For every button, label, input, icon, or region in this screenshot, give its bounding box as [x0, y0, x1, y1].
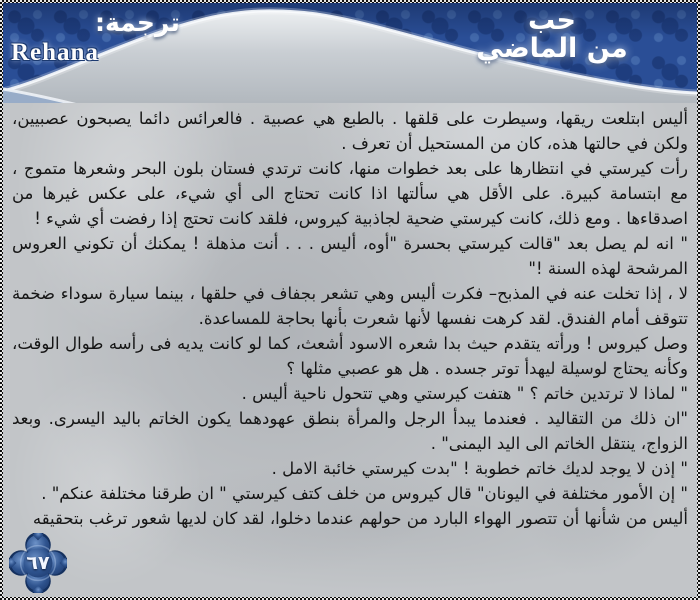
paragraph: أليس من شأنها أن تتصور الهواء البارد من حولهم عندما دخلوا، لقد كان لديها شعور ترغب بتحقيقه: [32, 509, 688, 528]
book-title-line1: حب: [527, 5, 577, 36]
paragraph: رأت كيرستي في انتظارها على بعد خطوات منها، كانت ترتدي فستان بلون البحر وشعرها متموج ، مع ابتسامة كبيرة. على الأقل هي سألتها اذا كانت تحتاج الى أي شيء، على عكس غيرها من اصدقاءها . ومع ذلك، كانت كيرستي ضحية لجاذبية كيروس، فلقد كانت تحتج إذا رفضت أي شيء !: [12, 159, 688, 228]
paragraph: " انه لم يصل بعد "قالت كيرستي بحسرة "أوه، أليس . . . أنت مذهلة ! يمكنك أن تكوني العروس المرشحة لهذه السنة !": [12, 234, 688, 278]
book-page: [3, 3, 697, 597]
paragraph: وصل كيروس ! ورأته يتقدم حيث بدا شعره الاسود أشعث، كما لو كانت يديه فى رأسه طوال الوقت، وكأنه يحتاج لوسيلة ليهدأ توتر جسده . هل هو عصبي مثلها ؟: [12, 334, 688, 378]
page-number: ٦٧: [26, 552, 50, 574]
translation-label: ترجمة:: [95, 8, 180, 37]
story-text: [3, 103, 697, 597]
paragraph: " لماذا لا ترتدين خاتم ؟ " هتفت كيرستي وهي تتحول ناحية أليس .: [241, 384, 688, 403]
paragraph: " إن الأمور مختلفة في اليونان" قال كيروس من خلف كتف كيرستي " ان طرقنا مختلفة عنكم" .: [41, 484, 688, 503]
paragraph: لا ، إذا تخلت عنه في المذبح– فكرت أليس وهي تشعر بجفاف في حلقها ، بينما سيارة سوداء ضخمة تتوقف أمام الفندق. لقد كرهت نفسها لأنها شعرت بأنها بحاجة للمساعدة.: [12, 284, 688, 328]
paragraph: " إذن لا يوجد لديك خاتم خطوبة ! "بدت كيرستي خائبة الامل .: [271, 459, 688, 478]
paragraph: أليس ابتلعت ريقها، وسيطرت على قلقها . بالطبع هي عصبية . فالعرائس دائما يصبحون عصبيين، ولكن في حالتها هذه، كان من المستحيل أن تعرف .: [12, 109, 688, 153]
page-number-badge: [9, 533, 67, 593]
paragraph: "ان ذلك من التقاليد . فعندما يبدأ الرجل والمرأة بنطق عهودهما يكون الخاتم باليد اليسرى. وبعد الزواج، ينتقل الخاتم الى اليد اليمنى" .: [12, 409, 688, 453]
page-header: [3, 3, 697, 103]
book-title: [437, 7, 667, 64]
book-title-line2: من الماضي: [476, 33, 628, 65]
translator-name: Rehana: [11, 39, 99, 66]
